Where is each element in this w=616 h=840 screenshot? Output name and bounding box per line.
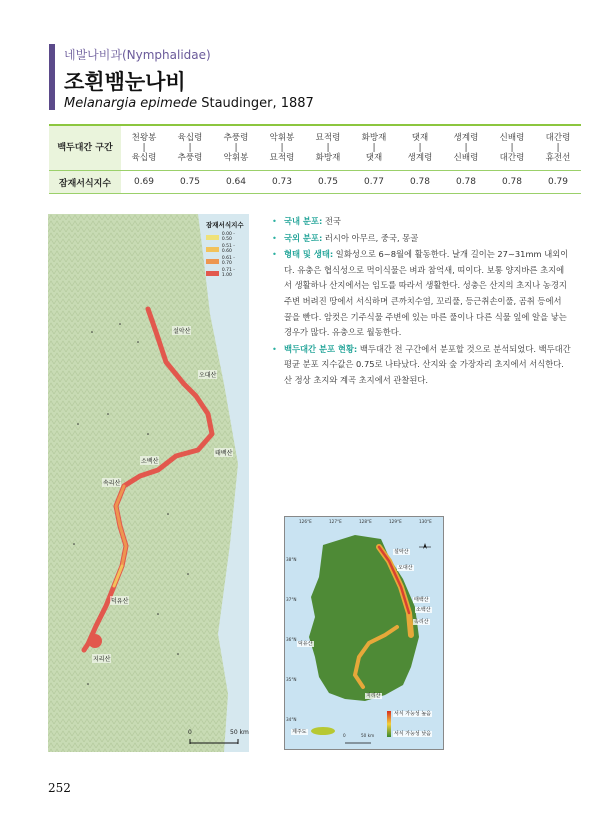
title-accent-bar <box>49 44 55 110</box>
bullet-dot: • <box>272 249 277 260</box>
section-bar: | <box>234 143 238 153</box>
section-cell <box>121 125 167 171</box>
section-top: 신배령 <box>499 133 525 143</box>
section-bar: | <box>556 143 560 153</box>
lat-label: 34°N <box>286 717 297 722</box>
section-cell <box>259 125 305 171</box>
scientific-binomial: Melanargia epimede <box>64 96 198 111</box>
bullet-text: 전국 <box>322 216 341 226</box>
section-cell <box>397 125 443 171</box>
section-cell <box>305 125 351 171</box>
scale-bar <box>188 729 249 750</box>
section-bottom: 대간령 <box>499 153 525 163</box>
bullet-label: 백두대간 분포 현황: <box>284 343 358 354</box>
section-bar: | <box>510 143 514 153</box>
label-songnisan: 속리산 <box>103 480 121 487</box>
section-bottom: 신배령 <box>453 153 479 163</box>
section-cell <box>351 125 397 171</box>
section-bottom: 추풍령 <box>177 153 203 163</box>
rlabel-songnisan: 속리산 <box>414 619 429 625</box>
section-cell <box>535 125 581 171</box>
section-bottom: 휴전선 <box>545 153 571 163</box>
korea-distribution-map <box>284 516 444 750</box>
page-number: 252 <box>48 781 71 795</box>
terrain-map-graphic <box>48 214 249 752</box>
lon-label: 126°E <box>299 519 312 524</box>
section-bottom: 화방재 <box>315 153 341 163</box>
legend-title: 잠재서식지수 <box>206 221 244 229</box>
section-top: 악휘봉 <box>269 133 295 143</box>
index-value: 0.79 <box>535 171 581 194</box>
section-top: 천왕봉 <box>131 133 157 143</box>
section-row-header: 백두대간 구간 <box>49 125 121 171</box>
section-bar: | <box>326 143 330 153</box>
scale-end: 50 km <box>230 729 249 736</box>
index-value: 0.64 <box>213 171 259 194</box>
section-bottom: 생계령 <box>407 153 433 163</box>
lat-label: 35°N <box>286 677 297 682</box>
rscale-zero: 0 <box>343 733 346 738</box>
index-value: 0.78 <box>489 171 535 194</box>
section-bar: | <box>142 143 146 153</box>
section-cell <box>443 125 489 171</box>
family-name: 네발나비과(Nymphalidae) <box>64 48 211 62</box>
lon-label: 129°E <box>389 519 402 524</box>
section-cell <box>489 125 535 171</box>
section-cell <box>213 125 259 171</box>
section-top: 추풍령 <box>223 133 249 143</box>
label-deogyusan: 덕유산 <box>111 598 129 605</box>
bullet-text: 백두대간 전 구간에서 분포할 것으로 분석되었다. 백두대간 평균 분포 지수값은 0.75로 나타났다. 산지와 숲 가장자리 초지에서 서식한다. 산 정상 초지와 계곡 초지에서 관찰된다. <box>284 343 571 385</box>
legend-row <box>206 268 246 278</box>
bullet-dot: • <box>272 232 277 243</box>
section-index-table <box>49 124 581 194</box>
legend-row <box>206 244 246 254</box>
baekdudaegan-habitat-map <box>48 214 249 752</box>
scale-zero: 0 <box>188 729 192 736</box>
bullet-label: 국내 분포: <box>284 216 323 226</box>
section-bar: | <box>280 143 284 153</box>
section-top: 묘적령 <box>315 133 341 143</box>
bullet-dot: • <box>272 343 277 354</box>
section-row <box>49 125 581 171</box>
bullet-domestic <box>272 214 572 230</box>
section-bottom: 악휘봉 <box>223 153 249 163</box>
section-top: 대간령 <box>545 133 571 143</box>
bullet-dot: • <box>272 216 277 226</box>
legend-swatch <box>206 271 219 276</box>
index-value: 0.77 <box>351 171 397 194</box>
index-value: 0.69 <box>121 171 167 194</box>
bullet-label: 형태 및 생태: <box>284 249 334 260</box>
lat-label: 38°N <box>286 557 297 562</box>
bullet-distribution-status <box>272 342 572 389</box>
label-seoraksan: 설악산 <box>173 328 191 335</box>
rlabel-odaesan: 오대산 <box>398 565 413 571</box>
legend-swatch <box>206 259 219 264</box>
legend-row <box>206 232 246 242</box>
rscale-end: 50 km <box>361 733 375 738</box>
legend-label: 0.51 - 0.60 <box>221 244 235 254</box>
jeju-island <box>311 727 335 735</box>
section-bar: | <box>372 143 376 153</box>
lon-label: 127°E <box>329 519 342 524</box>
legend-label: 0.61 - 0.70 <box>221 256 235 266</box>
legend-label: 0.00 - 0.50 <box>221 232 235 242</box>
label-taebaeksan: 태백산 <box>215 450 233 457</box>
rlabel-deogyusan: 덕유산 <box>298 641 313 647</box>
index-value: 0.75 <box>305 171 351 194</box>
index-value: 0.78 <box>443 171 489 194</box>
section-bottom: 묘적령 <box>269 153 295 163</box>
index-value: 0.78 <box>397 171 443 194</box>
map-legend <box>206 220 246 280</box>
bullet-text: 러시아 아무르, 중국, 몽골 <box>322 232 419 243</box>
section-top: 화방재 <box>361 133 387 143</box>
legend-row <box>206 256 246 266</box>
index-value: 0.73 <box>259 171 305 194</box>
index-row <box>49 171 581 194</box>
section-cell <box>167 125 213 171</box>
section-bottom: 댓재 <box>365 153 383 163</box>
species-scientific-name <box>64 96 314 111</box>
legend-swatch <box>206 235 219 240</box>
lat-label: 36°N <box>286 637 297 642</box>
section-top: 생계령 <box>453 133 479 143</box>
rlabel-jeju: 제주도 <box>292 729 307 735</box>
label-jirisan: 지리산 <box>93 656 111 663</box>
legend-swatch <box>206 247 219 252</box>
lon-label: 128°E <box>359 519 372 524</box>
rlabel-seoraksan: 설악산 <box>394 549 409 555</box>
label-sobaeksan: 소백산 <box>141 458 159 465</box>
ramp-high-label: 서식 가능성 높음 <box>394 711 431 717</box>
section-bar: | <box>188 143 192 153</box>
rlabel-sobaeksan: 소백산 <box>416 607 431 613</box>
species-korean-name: 조흰뱀눈나비 <box>64 70 186 94</box>
section-bottom: 육십령 <box>131 153 157 163</box>
label-odaesan: 오대산 <box>199 372 217 379</box>
rlabel-taebaeksan: 태백산 <box>414 597 429 603</box>
bullet-text: 일화성으로 6~8월에 활동한다. 날개 길이는 27~31mm 내외이다. 유충은 협식성으로 먹이식물은 벼과 참억새, 띠이다. 보통 양지바른 초지에서 생활하나 산지에서는 임도를 따라서 생활한다. 성충은 산지의 초지나 농경지 주변 버려진 땅에서 서식하며 큰까치수염, 꼬리풀, 등근취손이풀, 곰취 등에서 꿀을 빤다. 암컷은 기주식물 주변에 있는 마른 풀이나 다른 식물 잎에 알을 낳는 경우가 많다. 유충으로 월동한다. <box>284 249 569 338</box>
index-row-header: 잠재서식지수 <box>49 171 121 194</box>
bullet-morphology <box>272 247 572 341</box>
lat-label: 37°N <box>286 597 297 602</box>
scientific-author: Staudinger, 1887 <box>197 96 314 111</box>
bullet-label: 국외 분포: <box>284 232 323 243</box>
section-bar: | <box>464 143 468 153</box>
legend-label: 0.71 - 1.00 <box>221 268 235 278</box>
ramp-low-label: 서식 가능성 낮음 <box>394 731 431 737</box>
section-bar: | <box>418 143 422 153</box>
lon-label: 130°E <box>419 519 432 524</box>
section-top: 댓재 <box>411 133 429 143</box>
section-top: 육십령 <box>177 133 203 143</box>
bullet-overseas <box>272 231 572 247</box>
species-description <box>272 214 572 390</box>
rlabel-jirisan: 지리산 <box>366 693 381 699</box>
index-value: 0.75 <box>167 171 213 194</box>
